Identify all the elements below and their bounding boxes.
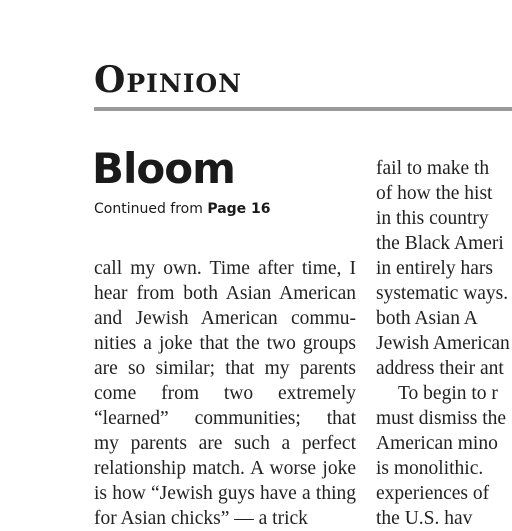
body-text-line: Jewish American [376, 333, 510, 354]
body-text-line: is monolithic. [376, 458, 484, 479]
body-text-line: in entirely hars [376, 258, 493, 279]
body-text-line: of how the hist [376, 183, 493, 204]
body-text-line: hear from both Asian American [94, 283, 356, 304]
body-text-line: American mino [376, 433, 498, 454]
body-text-line: experiences of [376, 483, 490, 504]
article-headline: Bloom [92, 144, 235, 193]
body-text-line: the U.S. hav [376, 508, 473, 529]
continued-from-line [94, 201, 271, 217]
body-text-line: must dismiss the [376, 408, 507, 429]
continued-page-link[interactable]: Page 16 [207, 201, 271, 217]
article-column-left [94, 256, 356, 531]
article-column-right [376, 156, 512, 531]
section-title: Opinion [94, 59, 243, 101]
body-text-line: the Black Ameri [376, 233, 504, 254]
body-text-line: relationship match. A worse joke [94, 458, 356, 479]
body-text-line: both Asian A [376, 308, 478, 329]
body-text-line: for Asian chicks” — a trick [94, 508, 308, 529]
body-text-line: is how “Jewish guys have a thing [94, 483, 356, 504]
body-text-line: are so similar; that my parents [94, 358, 356, 379]
body-text-line: nities a joke that the two groups [94, 333, 356, 354]
body-text-line: “learned” communities; that [94, 408, 356, 429]
body-text-line: and Jewish American commu- [94, 308, 356, 329]
body-text-line: fail to make th [376, 158, 490, 179]
body-text-line: address their ant [376, 358, 504, 379]
continued-prefix: Continued from [94, 201, 203, 217]
body-text-line: systematic ways. [376, 283, 509, 304]
body-text-line: come from two extremely [94, 383, 356, 404]
body-text-line: in this country [376, 208, 489, 229]
body-text-line: my parents are such a perfect [94, 433, 356, 454]
body-text-line: To begin to r [398, 383, 498, 404]
section-divider [94, 107, 512, 111]
body-text-line: call my own. Time after time, I [94, 258, 356, 279]
